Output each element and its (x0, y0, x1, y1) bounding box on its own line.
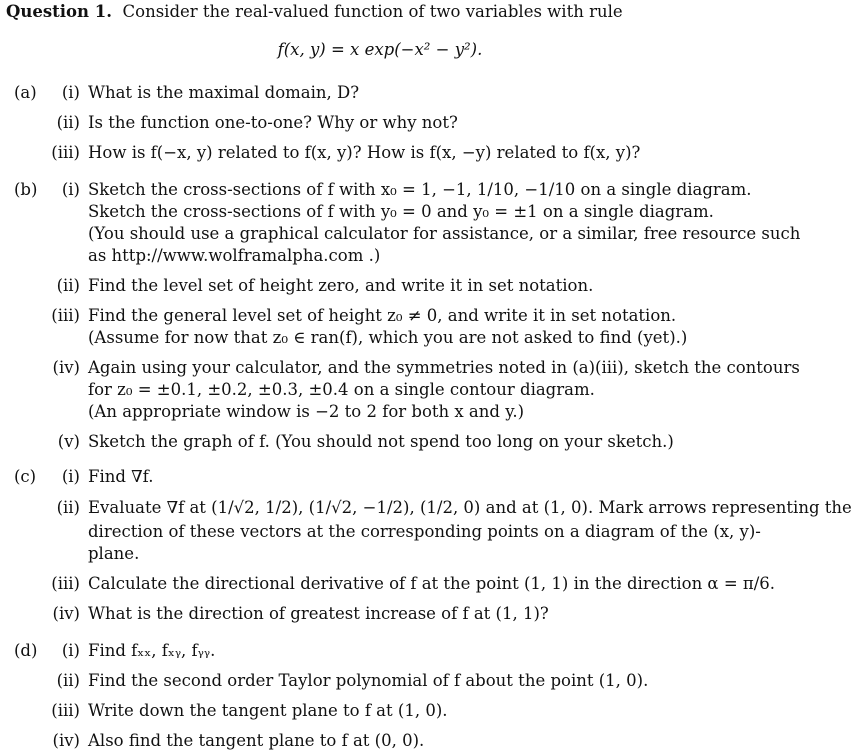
item-number: (iii) (51, 574, 80, 593)
item-number: (iii) (51, 143, 80, 162)
function-formula: f(x, y) = x exp(−x² − y²). (277, 40, 483, 59)
item-text: Calculate the directional derivative of f at the point (1, 1) in the direction α = π/6. (88, 574, 776, 593)
part-label: (a) (14, 83, 37, 102)
item-text: Sketch the cross-sections of f with x₀ = 1, −1, 1/10, −1/10 on a single diagram. (88, 180, 752, 199)
item-number: (ii) (56, 498, 80, 517)
item-text: Write down the tangent plane to f at (1, 0). (88, 701, 448, 720)
item-number: (ii) (56, 671, 80, 690)
item-text: What is the maximal domain, D? (88, 83, 360, 102)
item-text: Also find the tangent plane to f at (0, 0). (88, 731, 425, 750)
item-text: for z₀ = ±0.1, ±0.2, ±0.3, ±0.4 on a single contour diagram. (88, 380, 595, 399)
item-text: plane. (88, 544, 140, 563)
item-number: (ii) (56, 113, 80, 132)
item-text: (You should use a graphical calculator for assistance, or a similar, free resource such (88, 224, 801, 243)
item-text: Is the function one-to-one? Why or why not? (88, 113, 458, 132)
part-label: (c) (14, 467, 37, 486)
item-text: (An appropriate window is −2 to 2 for both x and y.) (88, 402, 525, 421)
item-text: Evaluate ∇f at (1/√2, 1/2), (1/√2, −1/2), (1/2, 0) and at (1, 0). Mark arrows representing the (88, 498, 852, 517)
question-header (6, 2, 623, 21)
item-text: Sketch the cross-sections of f with y₀ = 0 and y₀ = ±1 on a single diagram. (88, 202, 714, 221)
item-number: (v) (57, 432, 80, 451)
item-number: (i) (61, 467, 80, 486)
item-number: (i) (61, 180, 80, 199)
item-text: How is f(−x, y) related to f(x, y)? How is f(x, −y) related to f(x, y)? (88, 143, 641, 162)
item-number: (iv) (52, 358, 80, 377)
item-number: (i) (61, 83, 80, 102)
question-intro: Consider the real-valued function of two variables with rule (122, 2, 623, 21)
item-text: (Assume for now that z₀ ∈ ran(f), which you are not asked to find (yet).) (88, 328, 688, 347)
item-text: What is the direction of greatest increase of f at (1, 1)? (88, 604, 549, 623)
item-number: (ii) (56, 276, 80, 295)
item-number: (iv) (52, 604, 80, 623)
item-text: Sketch the graph of f. (You should not spend too long on your sketch.) (88, 432, 674, 451)
item-number: (iii) (51, 701, 80, 720)
part-label: (d) (14, 641, 38, 660)
question-label: Question 1. (6, 2, 113, 21)
item-text: Find fₓₓ, fₓᵧ, fᵧᵧ. (88, 641, 216, 660)
item-text: Find the general level set of height z₀ ≠ 0, and write it in set notation. (88, 306, 677, 325)
item-text: as http://www.wolframalpha.com .) (88, 246, 381, 265)
item-text: Find the level set of height zero, and write it in set notation. (88, 276, 594, 295)
item-text: Again using your calculator, and the symmetries noted in (a)(iii), sketch the contours (88, 358, 800, 377)
item-number: (iii) (51, 306, 80, 325)
item-text: direction of these vectors at the corresponding points on a diagram of the (x, y)- (88, 522, 761, 541)
item-number: (i) (61, 641, 80, 660)
item-text: Find the second order Taylor polynomial of f about the point (1, 0). (88, 671, 649, 690)
item-number: (iv) (52, 731, 80, 750)
part-label: (b) (14, 180, 38, 199)
item-text: Find ∇f. (88, 467, 154, 486)
